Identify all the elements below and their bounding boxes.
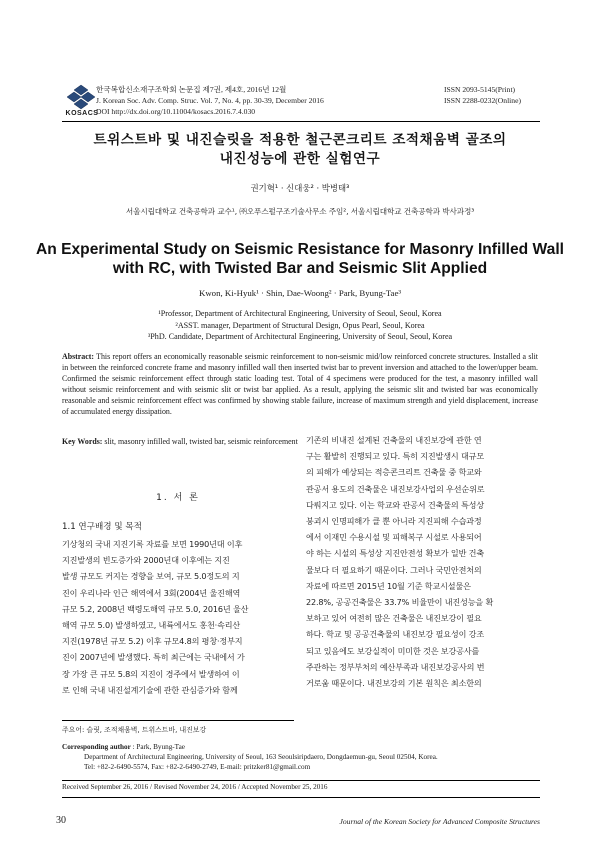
text-line: 다뤄지고 있다. 이는 학교와 관공서 건축물의 특성상 (306, 499, 485, 510)
text-line: 자료에 따르면 2015년 10월 기준 학교시설물은 (306, 580, 471, 591)
corresponding-author-address: Department of Architectural Engineering, University of Seoul, 163 Seoulsiripdaero, Dongdaemun-gu, Seoul 02504, Korea. (84, 753, 438, 762)
affiliation-korean: 서울시립대학교 건축공학과 교수¹, ㈜오푸스펄구조기술사무소 주임², 서울시립대학교 건축공학과 박사과정³ (125, 207, 475, 216)
page-number: 30 (56, 815, 66, 826)
footnote-divider (62, 720, 294, 721)
received-divider (62, 780, 540, 781)
text-line: 해역 규모 5.0) 발생하였고, 내륙에서도 홍천·속리산 (62, 620, 241, 631)
authors-english: Kwon, Ki-Hyuk¹ · Shin, Dae-Woong² · Park, Byung-Tae³ (198, 288, 402, 298)
corresponding-author-name: : Park, Byung-Tae (130, 743, 185, 751)
keywords-text: slit, masonry infilled wall, twisted bar, seismic reinforcement (104, 437, 298, 446)
title-english (30, 240, 570, 278)
text-line: 지진발생의 빈도증가와 2000년대 이후에는 지진 (62, 555, 230, 566)
text-line: 기존의 비내진 설계된 건축물의 내진보강에 관한 연 (306, 435, 482, 445)
body-column-right (306, 432, 538, 691)
title-english-line2: with RC, with Twisted Bar and Seismic Slit Applied (112, 260, 488, 277)
affiliation-1: ¹Professor, Department of Architectural Engineering, University of Seoul, Seoul, Korea (158, 309, 442, 318)
text-line: 보하고 있어 여전히 많은 건축물은 내진보강이 필요 (306, 613, 482, 624)
section-heading: 1. 서 론 (156, 493, 200, 503)
title-korean (40, 131, 560, 169)
affiliation-3: ³PhD. Candidate, Department of Architectural Engineering, University of Seoul, Seoul, Korea (147, 332, 453, 341)
title-korean-line1: 트위스트바 및 내진슬릿을 적용한 철근콘크리트 조적채움벽 골조의 (93, 132, 507, 148)
journal-name-ko: 한국복합신소재구조학회 논문집 제7권, 제4호, 2016년 12월 (96, 85, 287, 94)
issn-block (444, 84, 521, 106)
text-line: 주관하는 정부부처의 예산부족과 내진보강공사의 번 (306, 661, 485, 672)
text-line: 거로움 때문이다. 내진보강의 기본 원칙은 최소한의 (306, 678, 482, 689)
text-line: 진이 2007년에 발생했다. 특히 최근에는 국내에서 가 (62, 652, 245, 663)
text-line: 구는 활발히 진행되고 있다. 특히 지진발생시 대규모 (306, 451, 485, 462)
logo-text: KOSACS (65, 110, 99, 117)
abstract (62, 352, 538, 417)
abstract-text: This report offers an economically reasonable seismic reinforcement to non-seismic mid/low reinforced concrete structures. Installed a slit in between the reinforced concrete frame and masonry infilled wall then inserted twist bar to prevent inversion and attached to the lower/upper beam. Confirmed the seismic reinforcement effect through static loading test. Total of 4 specimens were produced for the test, a masonry infilled wall without seismic reinforcement and with seismic slit or twist bar applied. As a result, applying the seismic slit and twisted bar was economically reasonable and seismic reinforcement effect was confirmed by showing stable failure, increase of maximum strength and yield displacement, increase of accumulated energy dissipation. (62, 352, 538, 416)
text-line: 하다. 학교 및 공공건축물의 내진보강 필요성이 강조 (306, 629, 485, 640)
body-column-left (62, 536, 294, 698)
authors-korean: 권기혁¹ · 신대웅² · 박병태³ (250, 183, 350, 193)
affiliations-english (40, 308, 560, 343)
corresponding-author-contact: Tel: +82-2-6490-5574, Fax: +82-2-6490-2749, E-mail: pritzker81@gmail.com (84, 763, 311, 772)
issn-online: ISSN 2288-0232(Online) (444, 96, 521, 105)
text-line: 발생 규모도 커지는 경향을 보여, 규모 5.0정도의 지 (62, 571, 240, 582)
text-line: 되고 있음에도 보강실적이 미미한 것은 보강공사를 (306, 645, 480, 656)
text-line: 장 가장 큰 규모 5.8의 지진이 경주에서 발생하여 이 (62, 668, 240, 679)
text-line: 진이 우리나라 인근 해역에서 3회(2004년 울진해역 (62, 587, 241, 598)
text-line: 야 하는 시설의 특성상 지진안전성 확보가 일반 건축 (306, 548, 485, 559)
text-line: 의 피해가 예상되는 적층콘크리트 건축물 중 학교와 (306, 467, 482, 478)
kosacs-logo-icon (66, 84, 96, 110)
text-line: 에서 이재민 수용시설 및 피해복구 시설로 사용되어 (306, 532, 482, 543)
title-english-line1: An Experimental Study on Seismic Resistance for Masonry Infilled Wall (35, 241, 564, 258)
affiliation-2: ²ASST. manager, Department of Structural Design, Opus Pearl, Seoul, Korea (175, 320, 425, 330)
text-line: 관공서 용도의 건축물은 내진보강사업의 우선순위로 (306, 483, 485, 494)
keywords-label: Key Words: (62, 437, 103, 446)
text-line: 기상청의 국내 지진기록 자료를 보면 1990년대 이후 (62, 539, 243, 549)
text-line: 붕괴시 인명피해가 클 뿐 아니라 지진피해 수습과정 (306, 516, 482, 527)
text-line: 지진(1978년 규모 5.2) 이후 규모4.8의 평창·정부지 (62, 636, 243, 647)
keywords-korean: 주요어: 슬릿, 조적채움벽, 트위스트바, 내진보강 (62, 726, 207, 734)
corresponding-author (62, 742, 542, 773)
corresponding-author-label: Corresponding author (62, 743, 131, 751)
abstract-label: Abstract: (62, 352, 94, 361)
subsection-heading: 1.1 연구배경 및 목적 (62, 522, 142, 532)
text-line: 로 인해 국내 내진설계기술에 관한 관심증가와 함께 (62, 684, 238, 695)
journal-footer: Journal of the Korean Society for Advanced Composite Structures (339, 817, 540, 826)
title-korean-line2: 내진성능에 관한 실험연구 (219, 151, 381, 167)
header-divider (62, 121, 540, 122)
journal-citation (96, 84, 324, 117)
text-line: 22.8%, 공공건축물은 33.7% 비율만이 내진성능을 확 (306, 597, 494, 608)
issn-print: ISSN 2093-5145(Print) (444, 85, 516, 94)
text-line: 규모 5.2, 2008년 백령도해역 규모 5.0, 2016년 울산 (62, 603, 249, 614)
footer-divider (62, 797, 540, 798)
doi-link[interactable]: DOI http://dx.doi.org/10.11004/kosacs.2016.7.4.030 (96, 107, 256, 116)
received-dates: Received September 26, 2016 / Revised November 24, 2016 / Accepted November 25, 2016 (62, 783, 328, 791)
text-line: 물보다 더 필요하기 때문이다. 그러나 국민안전처의 (306, 564, 482, 575)
journal-name-en: J. Korean Soc. Adv. Comp. Struc. Vol. 7, No. 4, pp. 30-39, December 2016 (96, 96, 324, 105)
